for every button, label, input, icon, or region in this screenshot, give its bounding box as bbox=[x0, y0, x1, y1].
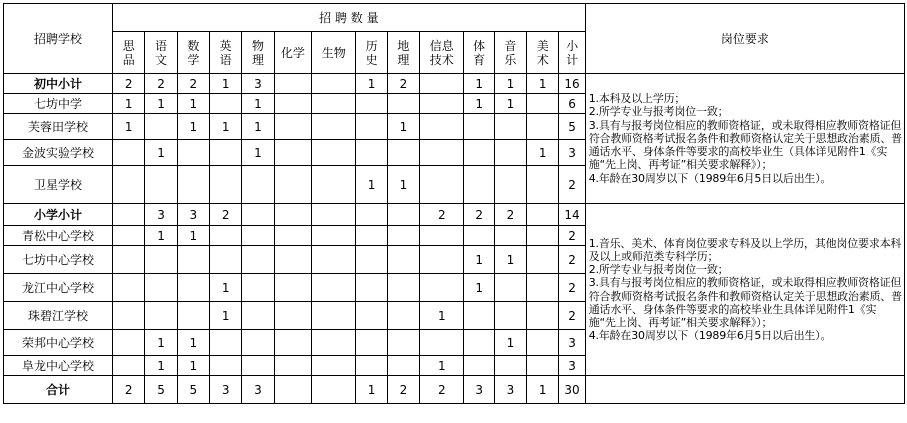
count-cell bbox=[464, 226, 494, 246]
count-cell bbox=[387, 204, 419, 226]
count-cell: 1 bbox=[464, 274, 494, 302]
count-cell: 1 bbox=[145, 356, 177, 376]
count-cell bbox=[312, 274, 356, 302]
count-cell bbox=[356, 246, 387, 274]
count-cell bbox=[177, 166, 209, 204]
primary-school-requirements bbox=[585, 204, 904, 376]
count-cell: 1 bbox=[420, 356, 464, 376]
count-cell bbox=[387, 356, 419, 376]
count-cell: 3 bbox=[494, 376, 526, 404]
count-cell bbox=[356, 94, 387, 114]
school-name: 珠碧江学校 bbox=[4, 302, 113, 330]
count-cell bbox=[210, 330, 242, 356]
count-cell bbox=[356, 140, 387, 166]
school-name: 阜龙中心学校 bbox=[4, 356, 113, 376]
count-cell: 2 bbox=[387, 74, 419, 94]
count-cell bbox=[274, 302, 311, 330]
count-cell bbox=[387, 330, 419, 356]
count-cell: 1 bbox=[242, 140, 274, 166]
count-cell bbox=[464, 356, 494, 376]
count-cell bbox=[177, 246, 209, 274]
subject-header: 英语 bbox=[210, 32, 242, 74]
count-cell bbox=[145, 302, 177, 330]
count-cell bbox=[113, 356, 145, 376]
count-cell: 1 bbox=[494, 94, 526, 114]
count-cell bbox=[210, 166, 242, 204]
count-cell bbox=[274, 356, 311, 376]
count-cell bbox=[177, 302, 209, 330]
count-cell: 3 bbox=[242, 74, 274, 94]
count-cell bbox=[527, 330, 559, 356]
subject-header: 语文 bbox=[145, 32, 177, 74]
count-cell bbox=[242, 204, 274, 226]
count-cell bbox=[210, 226, 242, 246]
count-cell: 1 bbox=[145, 226, 177, 246]
count-cell bbox=[464, 114, 494, 140]
count-cell bbox=[356, 302, 387, 330]
count-cell: 1 bbox=[527, 140, 559, 166]
count-cell bbox=[274, 114, 311, 140]
count-cell: 2 bbox=[145, 74, 177, 94]
count-cell: 1 bbox=[210, 74, 242, 94]
count-cell bbox=[527, 302, 559, 330]
requirements-column-header: 岗位要求 bbox=[585, 4, 904, 74]
subject-header: 生物 bbox=[312, 32, 356, 74]
count-cell bbox=[274, 226, 311, 246]
count-cell bbox=[494, 226, 526, 246]
requirement-item: 2.所学专业与报考岗位一致； bbox=[588, 263, 729, 277]
school-name: 小学小计 bbox=[4, 204, 113, 226]
count-cell bbox=[420, 246, 464, 274]
count-cell bbox=[145, 246, 177, 274]
subtotal-cell: 3 bbox=[559, 356, 585, 376]
count-cell bbox=[113, 274, 145, 302]
subtotal-cell: 3 bbox=[559, 140, 585, 166]
count-cell bbox=[494, 302, 526, 330]
subject-header: 小计 bbox=[559, 32, 585, 74]
count-cell: 1 bbox=[177, 114, 209, 140]
total-requirements-cell bbox=[585, 376, 904, 404]
count-cell bbox=[387, 140, 419, 166]
count-cell bbox=[274, 204, 311, 226]
table-row bbox=[4, 376, 905, 404]
count-cell bbox=[420, 226, 464, 246]
subtotal-cell: 14 bbox=[559, 204, 585, 226]
count-cell bbox=[494, 166, 526, 204]
count-cell: 1 bbox=[356, 376, 387, 404]
count-cell: 5 bbox=[177, 376, 209, 404]
requirement-item: 4.年龄在30周岁以下（1989年6月5日以后出生）。 bbox=[588, 171, 832, 185]
count-cell: 1 bbox=[210, 114, 242, 140]
count-cell: 1 bbox=[464, 94, 494, 114]
count-cell: 1 bbox=[387, 114, 419, 140]
count-cell bbox=[527, 226, 559, 246]
count-cell bbox=[420, 330, 464, 356]
count-cell bbox=[356, 356, 387, 376]
count-cell bbox=[464, 140, 494, 166]
count-cell bbox=[210, 140, 242, 166]
count-cell bbox=[113, 226, 145, 246]
count-cell bbox=[494, 114, 526, 140]
count-cell: 2 bbox=[387, 376, 419, 404]
count-cell bbox=[113, 204, 145, 226]
subject-header: 化学 bbox=[274, 32, 311, 74]
count-cell bbox=[312, 74, 356, 94]
count-cell bbox=[494, 356, 526, 376]
school-name: 初中小计 bbox=[4, 74, 113, 94]
subtotal-cell: 3 bbox=[559, 330, 585, 356]
count-cell bbox=[527, 166, 559, 204]
count-cell: 1 bbox=[527, 376, 559, 404]
count-cell: 3 bbox=[177, 204, 209, 226]
count-cell bbox=[356, 114, 387, 140]
count-cell: 1 bbox=[420, 302, 464, 330]
count-cell bbox=[420, 140, 464, 166]
requirement-item: 1.音乐、美术、体育岗位要求专科及以上学历，其他岗位要求本科及以上或师范类专科学历； bbox=[588, 236, 902, 263]
count-cell bbox=[312, 114, 356, 140]
count-cell: 1 bbox=[113, 94, 145, 114]
school-name: 荣邦中心学校 bbox=[4, 330, 113, 356]
school-name: 七坊中心学校 bbox=[4, 246, 113, 274]
count-cell bbox=[356, 204, 387, 226]
count-cell: 2 bbox=[177, 74, 209, 94]
subtotal-cell: 2 bbox=[559, 166, 585, 204]
count-cell: 1 bbox=[356, 74, 387, 94]
count-cell: 1 bbox=[527, 74, 559, 94]
count-cell: 1 bbox=[242, 114, 274, 140]
count-cell bbox=[312, 140, 356, 166]
count-cell: 1 bbox=[464, 74, 494, 94]
subject-header: 数学 bbox=[177, 32, 209, 74]
count-cell bbox=[113, 302, 145, 330]
count-cell bbox=[527, 246, 559, 274]
table-row bbox=[4, 74, 905, 94]
count-cell bbox=[274, 376, 311, 404]
count-cell: 1 bbox=[242, 94, 274, 114]
school-name: 七坊中学 bbox=[4, 94, 113, 114]
subtotal-cell: 2 bbox=[559, 274, 585, 302]
middle-school-requirements bbox=[585, 74, 904, 204]
count-cell bbox=[420, 74, 464, 94]
count-cell bbox=[420, 114, 464, 140]
count-cell bbox=[210, 94, 242, 114]
count-cell bbox=[356, 274, 387, 302]
count-cell: 3 bbox=[145, 204, 177, 226]
school-name: 龙江中心学校 bbox=[4, 274, 113, 302]
count-cell bbox=[113, 246, 145, 274]
count-cell bbox=[145, 274, 177, 302]
count-cell: 1 bbox=[177, 330, 209, 356]
count-cell bbox=[356, 226, 387, 246]
count-cell bbox=[274, 140, 311, 166]
count-cell: 2 bbox=[210, 204, 242, 226]
count-cell bbox=[274, 166, 311, 204]
subtotal-cell: 5 bbox=[559, 114, 585, 140]
count-cell bbox=[242, 302, 274, 330]
count-cell: 1 bbox=[145, 140, 177, 166]
school-name: 金波实验学校 bbox=[4, 140, 113, 166]
count-cell bbox=[242, 246, 274, 274]
recruit-count-header: 招 聘 数 量 bbox=[113, 4, 586, 32]
count-cell bbox=[274, 274, 311, 302]
school-name: 青松中心学校 bbox=[4, 226, 113, 246]
count-cell bbox=[210, 356, 242, 376]
count-cell: 2 bbox=[464, 204, 494, 226]
subtotal-cell: 30 bbox=[559, 376, 585, 404]
count-cell bbox=[464, 166, 494, 204]
count-cell bbox=[274, 246, 311, 274]
count-cell bbox=[145, 166, 177, 204]
subject-header: 音乐 bbox=[494, 32, 526, 74]
school-column-header: 招聘学校 bbox=[4, 4, 113, 74]
count-cell bbox=[312, 302, 356, 330]
count-cell bbox=[210, 246, 242, 274]
recruitment-table bbox=[3, 3, 905, 404]
subtotal-cell: 2 bbox=[559, 226, 585, 246]
subject-header: 美术 bbox=[527, 32, 559, 74]
subtotal-cell: 2 bbox=[559, 302, 585, 330]
count-cell bbox=[274, 94, 311, 114]
count-cell: 2 bbox=[494, 204, 526, 226]
count-cell bbox=[464, 302, 494, 330]
count-cell bbox=[527, 114, 559, 140]
count-cell: 1 bbox=[494, 330, 526, 356]
count-cell bbox=[274, 74, 311, 94]
count-cell: 1 bbox=[210, 302, 242, 330]
count-cell: 2 bbox=[113, 74, 145, 94]
count-cell bbox=[387, 274, 419, 302]
count-cell bbox=[242, 226, 274, 246]
subject-header: 信息技术 bbox=[420, 32, 464, 74]
count-cell: 1 bbox=[113, 114, 145, 140]
count-cell bbox=[242, 274, 274, 302]
count-cell bbox=[420, 166, 464, 204]
count-cell: 3 bbox=[464, 376, 494, 404]
requirement-item: 2.所学专业与报考岗位一致； bbox=[588, 105, 729, 119]
table-row bbox=[4, 204, 905, 226]
count-cell: 2 bbox=[420, 204, 464, 226]
count-cell: 1 bbox=[210, 274, 242, 302]
subtotal-cell: 16 bbox=[559, 74, 585, 94]
subject-header: 地理 bbox=[387, 32, 419, 74]
requirement-item: 3.具有与报考岗位相应的教师资格证，或未取得相应教师资格证但符合教师资格考试报名条件和教师资格认定关于思想政治素质、普通话水平、身体条件等要求的高校毕业生具体详见附件1《实施“先上岗、再考证”相关要求解释》）； bbox=[588, 276, 902, 329]
count-cell bbox=[312, 204, 356, 226]
count-cell: 1 bbox=[177, 226, 209, 246]
count-cell: 3 bbox=[242, 376, 274, 404]
count-cell: 1 bbox=[494, 74, 526, 94]
count-cell bbox=[387, 246, 419, 274]
count-cell: 1 bbox=[145, 94, 177, 114]
count-cell bbox=[312, 356, 356, 376]
count-cell bbox=[494, 274, 526, 302]
count-cell: 2 bbox=[113, 376, 145, 404]
count-cell: 1 bbox=[356, 166, 387, 204]
count-cell bbox=[113, 140, 145, 166]
count-cell: 5 bbox=[145, 376, 177, 404]
count-cell: 1 bbox=[145, 330, 177, 356]
subject-header: 历史 bbox=[356, 32, 387, 74]
count-cell bbox=[420, 94, 464, 114]
count-cell bbox=[242, 166, 274, 204]
count-cell: 1 bbox=[387, 166, 419, 204]
count-cell bbox=[242, 330, 274, 356]
count-cell bbox=[274, 330, 311, 356]
count-cell bbox=[527, 356, 559, 376]
count-cell bbox=[113, 330, 145, 356]
count-cell bbox=[113, 166, 145, 204]
requirement-item: 4.年龄在30周岁以下（1989年6月5日以后出生）。 bbox=[588, 329, 832, 343]
subject-header: 体育 bbox=[464, 32, 494, 74]
count-cell bbox=[145, 114, 177, 140]
count-cell bbox=[527, 274, 559, 302]
count-cell bbox=[312, 166, 356, 204]
requirement-item: 1.本科及以上学历； bbox=[588, 92, 686, 106]
count-cell bbox=[464, 330, 494, 356]
count-cell bbox=[177, 274, 209, 302]
count-cell: 1 bbox=[177, 94, 209, 114]
count-cell bbox=[494, 140, 526, 166]
count-cell bbox=[420, 274, 464, 302]
count-cell: 1 bbox=[464, 246, 494, 274]
subject-header: 思品 bbox=[113, 32, 145, 74]
count-cell bbox=[242, 356, 274, 376]
count-cell bbox=[312, 94, 356, 114]
subject-header: 物理 bbox=[242, 32, 274, 74]
count-cell bbox=[527, 204, 559, 226]
count-cell bbox=[387, 94, 419, 114]
count-cell: 2 bbox=[420, 376, 464, 404]
count-cell: 1 bbox=[177, 356, 209, 376]
count-cell bbox=[527, 94, 559, 114]
count-cell: 3 bbox=[210, 376, 242, 404]
school-name: 芙蓉田学校 bbox=[4, 114, 113, 140]
count-cell bbox=[312, 226, 356, 246]
subtotal-cell: 2 bbox=[559, 246, 585, 274]
count-cell bbox=[387, 226, 419, 246]
count-cell bbox=[312, 376, 356, 404]
requirement-item: 3.具有与报考岗位相应的教师资格证，或未取得相应教师资格证但符合教师资格考试报名条件和教师资格认定关于思想政治素质、普通话水平、身体条件等要求的高校毕业生（具体详见附件1《实施“先上岗、再考证”相关要求解释》）； bbox=[588, 118, 902, 172]
school-name: 合计 bbox=[4, 376, 113, 404]
count-cell bbox=[312, 246, 356, 274]
count-cell bbox=[312, 330, 356, 356]
subtotal-cell: 6 bbox=[559, 94, 585, 114]
school-name: 卫星学校 bbox=[4, 166, 113, 204]
count-cell bbox=[387, 302, 419, 330]
count-cell bbox=[356, 330, 387, 356]
count-cell: 1 bbox=[494, 246, 526, 274]
count-cell bbox=[177, 140, 209, 166]
